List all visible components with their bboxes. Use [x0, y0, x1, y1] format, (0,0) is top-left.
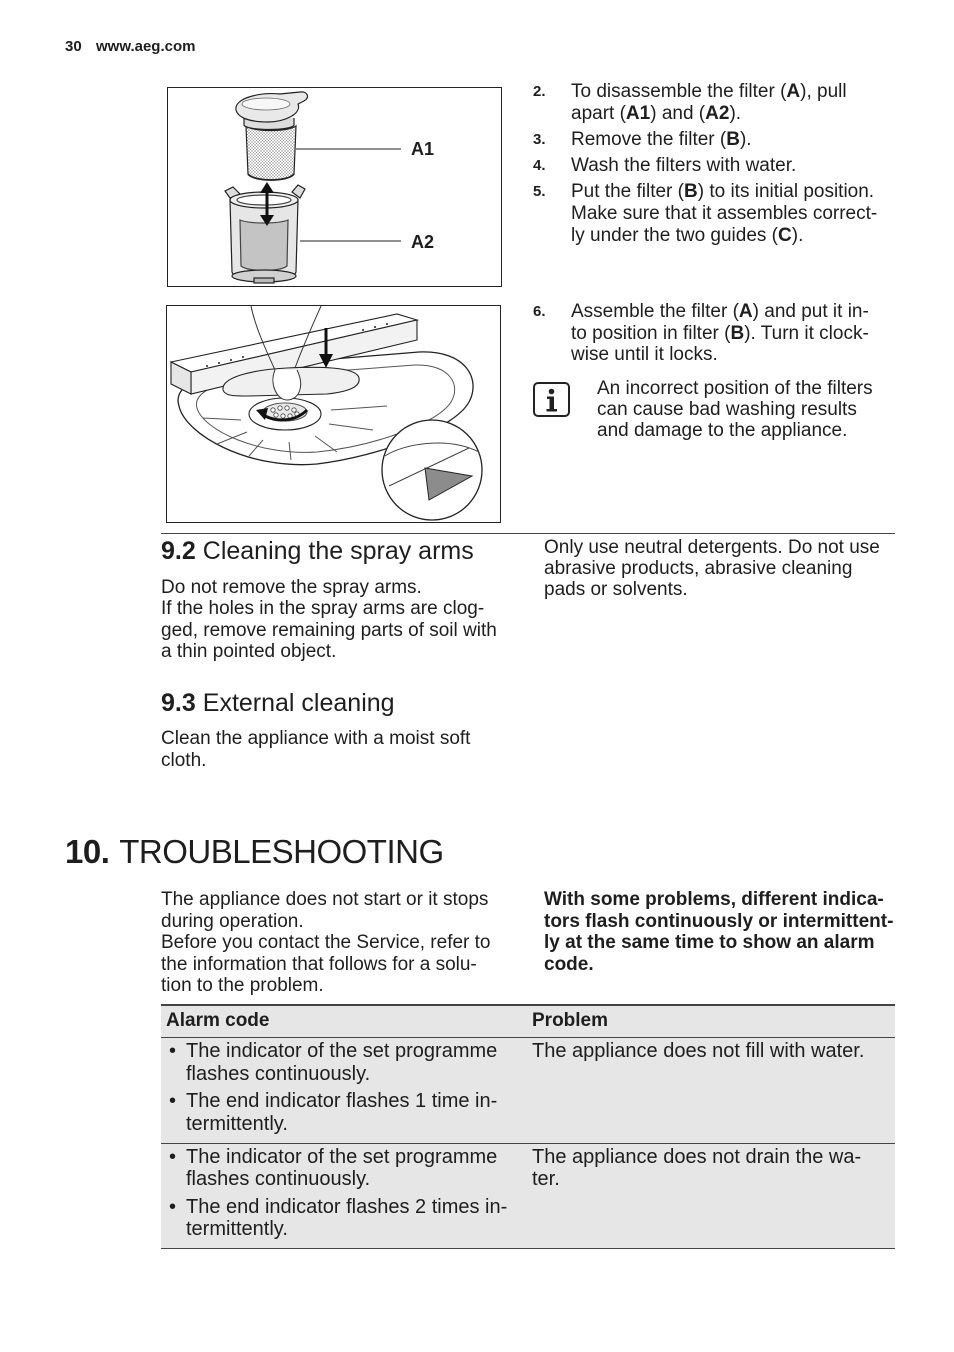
- step-number: 5.: [533, 183, 546, 200]
- column-header-problem: Problem: [532, 1010, 609, 1031]
- chapter-heading-10: [65, 832, 444, 872]
- bold-reference: A1: [625, 103, 651, 124]
- step-text: Put the filter (B) to its initial position. Make sure that it assembles correct- ly under the two guides (C).: [571, 181, 878, 246]
- filter-steps-list: [533, 81, 943, 251]
- bold-reference: A: [786, 81, 801, 102]
- info-note-text: An incorrect position of the filters can cause bad washing results and damage to the appliance.: [597, 378, 873, 441]
- filter-part-a1: [236, 92, 308, 180]
- section-number: 9.3: [161, 689, 196, 717]
- alarm-list: [161, 1040, 527, 1135]
- page-number: 30: [65, 38, 82, 55]
- detergent-note: Only use neutral detergents. Do not use abrasive products, abrasive cleaning pads or solvents.: [544, 537, 880, 600]
- problem-cell: The appliance does not drain the wa- ter.: [532, 1145, 862, 1190]
- section-9-2-text: Do not remove the spray arms. If the holes in the spray arms are clog- ged, remove remaining parts of soil with a thin pointed object.: [161, 577, 497, 663]
- filter-assembly-illustration: [167, 306, 500, 522]
- alarm-code-note: With some problems, different indica- tors flash continuously or intermittent- ly at the same time to show an alarm code.: [544, 889, 894, 975]
- step-number: 6.: [533, 303, 546, 320]
- column-header-alarm-code: Alarm code: [166, 1010, 270, 1031]
- website-url: www.aeg.com: [96, 38, 196, 55]
- alarm-item: • The indicator of the set programme flashes continuously.: [161, 1146, 527, 1191]
- bold-reference: A: [738, 301, 753, 322]
- section-number: 9.2: [161, 537, 196, 565]
- alarm-list: [161, 1146, 527, 1241]
- section-9-3-text: Clean the appliance with a moist soft cloth.: [161, 728, 471, 771]
- step-number: 2.: [533, 83, 546, 100]
- alarm-code-table: [161, 1004, 895, 1249]
- filter-disassembly-figure: [167, 87, 502, 287]
- step-number: 3.: [533, 131, 546, 148]
- alarm-item: • The indicator of the set programme flashes continuously.: [161, 1040, 527, 1085]
- alarm-code-cell: [161, 1146, 527, 1249]
- table-row: [161, 1038, 895, 1144]
- filter-part-a2: [225, 185, 305, 283]
- guide-detail-inset: [382, 420, 482, 520]
- problem-cell: The appliance does not fill with water.: [532, 1040, 865, 1062]
- step-item: [533, 301, 943, 366]
- step-item: [533, 129, 943, 151]
- step-text: Remove the filter (B).: [571, 129, 752, 150]
- label-a1: A1: [411, 139, 435, 159]
- section-heading-9-2: [161, 536, 474, 566]
- step-item: [533, 181, 943, 247]
- step-item: [533, 155, 943, 177]
- chapter-number: 10.: [65, 833, 110, 870]
- section-divider: [161, 533, 895, 534]
- troubleshooting-intro: The appliance does not start or it stops during operation. Before you contact the Service, refer to the information that follows for a solu- tion to the problem.: [161, 889, 491, 996]
- chapter-title: TROUBLESHOOTING: [119, 833, 444, 870]
- bold-reference: A2: [705, 103, 730, 124]
- bold-reference: B: [684, 181, 698, 202]
- step-item: [533, 81, 943, 125]
- info-icon: [533, 382, 570, 417]
- alarm-code-cell: [161, 1040, 527, 1143]
- label-a2: A2: [411, 232, 435, 252]
- table-header: [161, 1004, 895, 1038]
- section-title: Cleaning the spray arms: [202, 537, 474, 565]
- alarm-item: • The end indicator flashes 1 time in- termittently.: [161, 1090, 527, 1135]
- step-text: Assemble the filter (A) and put it in- to position in filter (B). Turn it clock- wise until it locks.: [571, 301, 869, 365]
- step-number: 4.: [533, 157, 546, 174]
- step-text: Wash the filters with water.: [571, 155, 797, 176]
- section-heading-9-3: [161, 688, 395, 718]
- bold-reference: B: [726, 129, 740, 150]
- section-title: External cleaning: [202, 689, 395, 717]
- filter-disassembly-illustration: [168, 88, 501, 286]
- step-text: To disassemble the filter (A), pull apart (A1) and (A2).: [571, 81, 847, 124]
- alarm-item: • The end indicator flashes 2 times in- termittently.: [161, 1196, 527, 1241]
- filter-assembly-figure: [166, 305, 501, 523]
- filter-step-6: [533, 301, 943, 370]
- table-row: [161, 1144, 895, 1250]
- bold-reference: B: [730, 322, 745, 344]
- bold-reference: C: [778, 225, 792, 246]
